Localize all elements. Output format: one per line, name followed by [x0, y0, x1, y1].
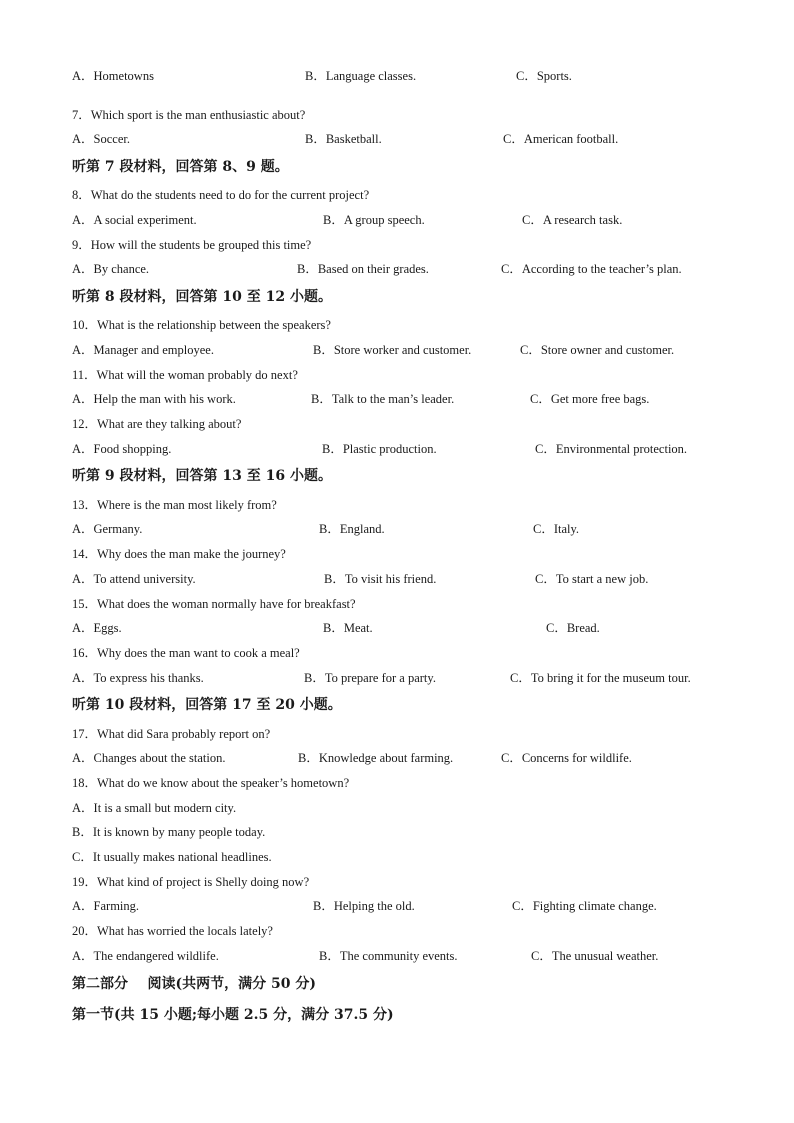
- q18-question: 18．What do we know about the speaker’s hometown?: [72, 776, 350, 790]
- q8-option-c: C．A research task.: [522, 213, 623, 227]
- q20-question: 20．What has worried the locals lately?: [72, 924, 273, 938]
- q6-option-b: B．Language classes.: [305, 69, 417, 83]
- q9-option-a: A．By chance.: [72, 262, 150, 276]
- q7-option-c: C．American football.: [503, 132, 619, 146]
- q12-option-b: B．Plastic production.: [322, 442, 437, 456]
- q6-option-a: A．Hometowns: [72, 69, 154, 83]
- q20-option-a: A．The endangered wildlife.: [72, 949, 219, 963]
- q11-question: 11．What will the woman probably do next?: [72, 368, 298, 382]
- section-7-heading: 听第 7 段材料，回答第 8、9 题。: [72, 159, 289, 175]
- q9-option-c: C．According to the teacher’s plan.: [501, 262, 682, 276]
- q19-option-b: B．Helping the old.: [313, 899, 415, 913]
- q17-question: 17．What did Sara probably report on?: [72, 727, 271, 741]
- q7-option-a: A．Soccer.: [72, 132, 130, 146]
- q7-option-b: B．Basketball.: [305, 132, 382, 146]
- q14-question: 14．Why does the man make the journey?: [72, 547, 286, 561]
- q13-option-a: A．Germany.: [72, 522, 143, 536]
- q13-option-c: C．Italy.: [533, 522, 580, 536]
- q14-option-a: A．To attend university.: [72, 572, 196, 586]
- q18-option-a: A．It is a small but modern city.: [72, 801, 237, 815]
- q10-option-a: A．Manager and employee.: [72, 343, 214, 357]
- section-8-heading: 听第 8 段材料，回答第 10 至 12 小题。: [72, 289, 332, 305]
- q11-option-a: A．Help the man with his work.: [72, 392, 236, 406]
- q8-option-a: A．A social experiment.: [72, 213, 197, 227]
- q15-question: 15．What does the woman normally have for breakfast?: [72, 597, 356, 611]
- part-2-heading: 第二部分 阅读(共两节，满分 50 分): [72, 976, 316, 992]
- section-10-heading: 听第 10 段材料，回答第 17 至 20 小题。: [72, 697, 342, 713]
- q15-option-c: C．Bread.: [546, 621, 600, 635]
- q16-option-b: B．To prepare for a party.: [304, 671, 436, 685]
- q16-option-c: C．To bring it for the museum tour.: [510, 671, 691, 685]
- q9-question: 9．How will the students be grouped this time?: [72, 238, 312, 252]
- q19-option-c: C．Fighting climate change.: [512, 899, 657, 913]
- q8-option-b: B．A group speech.: [323, 213, 425, 227]
- q9-option-b: B．Based on their grades.: [297, 262, 429, 276]
- q12-option-a: A．Food shopping.: [72, 442, 172, 456]
- q11-option-c: C．Get more free bags.: [530, 392, 650, 406]
- q18-option-b: B．It is known by many people today.: [72, 825, 266, 839]
- q7-question: 7．Which sport is the man enthusiastic about?: [72, 108, 306, 122]
- q18-option-c: C．It usually makes national headlines.: [72, 850, 272, 864]
- q14-option-b: B．To visit his friend.: [324, 572, 437, 586]
- q12-option-c: C．Environmental protection.: [535, 442, 688, 456]
- q6-option-c: C．Sports.: [516, 69, 572, 83]
- part-2-section-1-heading: 第一节(共 15 小题;每小题 2.5 分，满分 37.5 分): [72, 1007, 394, 1023]
- q8-question: 8．What do the students need to do for the current project?: [72, 188, 370, 202]
- q15-option-a: A．Eggs.: [72, 621, 122, 635]
- q12-question: 12．What are they talking about?: [72, 417, 242, 431]
- q16-question: 16．Why does the man want to cook a meal?: [72, 646, 300, 660]
- q20-option-b: B．The community events.: [319, 949, 458, 963]
- q10-option-c: C．Store owner and customer.: [520, 343, 675, 357]
- section-9-heading: 听第 9 段材料，回答第 13 至 16 小题。: [72, 468, 332, 484]
- q14-option-c: C．To start a new job.: [535, 572, 649, 586]
- q15-option-b: B．Meat.: [323, 621, 373, 635]
- q11-option-b: B．Talk to the man’s leader.: [311, 392, 455, 406]
- q13-question: 13．Where is the man most likely from?: [72, 498, 277, 512]
- q13-option-b: B．England.: [319, 522, 385, 536]
- q10-option-b: B．Store worker and customer.: [313, 343, 472, 357]
- q17-option-c: C．Concerns for wildlife.: [501, 751, 632, 765]
- q20-option-c: C．The unusual weather.: [531, 949, 659, 963]
- q16-option-a: A．To express his thanks.: [72, 671, 204, 685]
- q19-option-a: A．Farming.: [72, 899, 140, 913]
- q17-option-b: B．Knowledge about farming.: [298, 751, 454, 765]
- q19-question: 19．What kind of project is Shelly doing now?: [72, 875, 310, 889]
- q10-question: 10．What is the relationship between the speakers?: [72, 318, 331, 332]
- q17-option-a: A．Changes about the station.: [72, 751, 226, 765]
